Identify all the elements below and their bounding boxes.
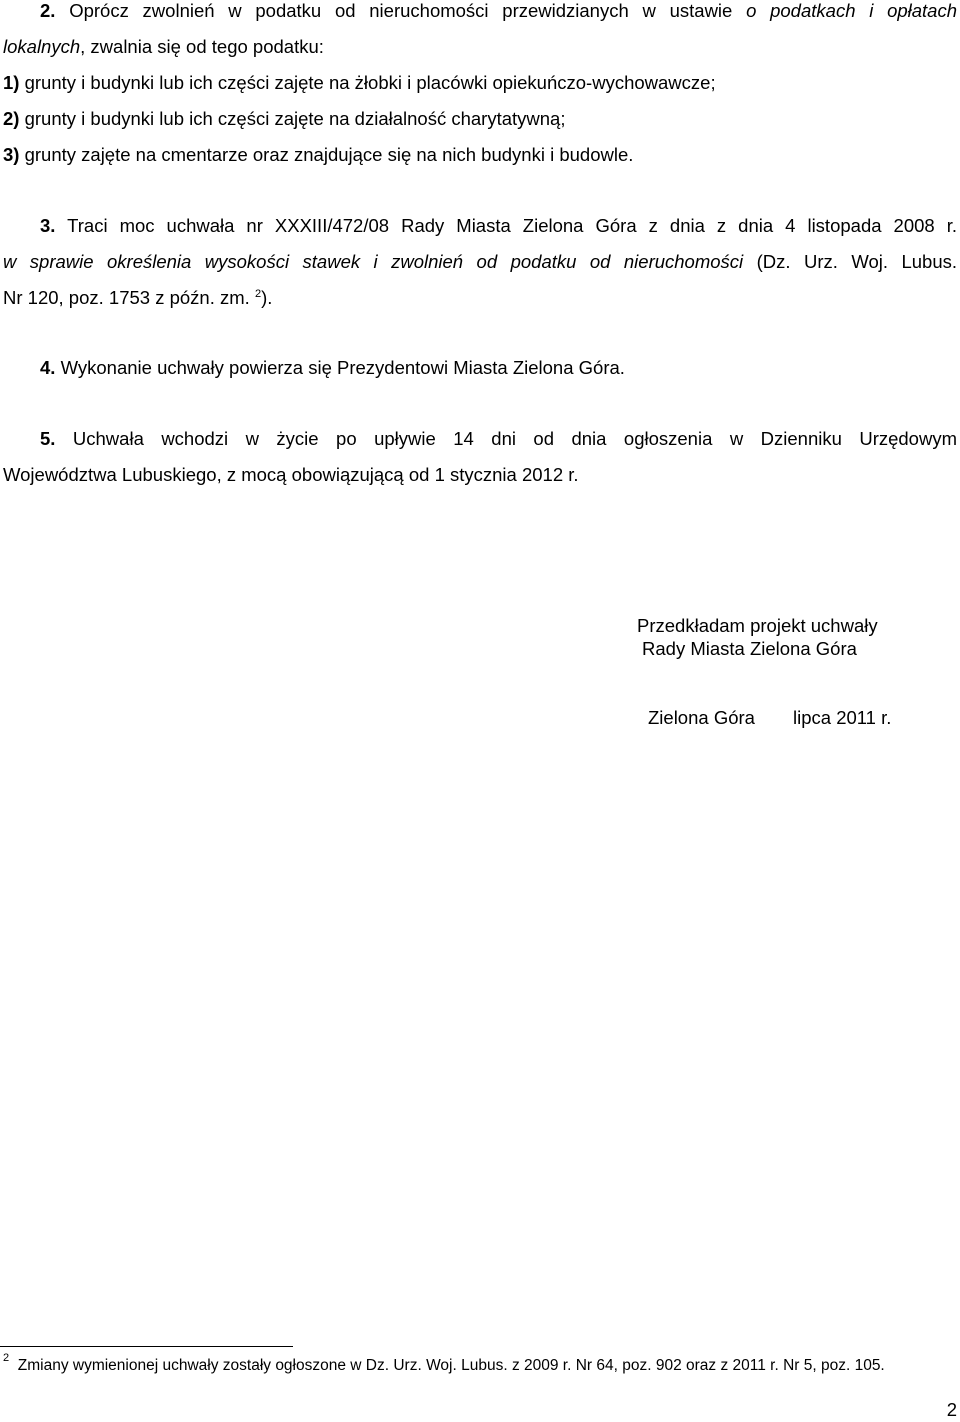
statute-title-italic: o podatkach i opłatach: [746, 0, 958, 21]
paragraph-3-text: Traci moc uchwała nr XXXIII/472/08 Rady Miasta Zielona Góra z dnia z dnia 4 listopada 2008 r.: [67, 215, 957, 236]
list-item: [3, 108, 957, 130]
paragraph-3-number: 3.: [40, 215, 56, 236]
paragraph-2-number: 2.: [40, 0, 56, 21]
paragraph-2-text-end: , zwalnia się od tego podatku:: [80, 36, 324, 57]
list-item: [3, 72, 957, 94]
paragraph-3-citation-end: Nr 120, poz. 1753 z późn. zm.: [3, 287, 250, 308]
list-item-number: 1): [3, 72, 20, 93]
paragraph-4-number: 4.: [40, 357, 56, 378]
paragraph-3-closing: ).: [261, 287, 273, 308]
paragraph-2-line-2: [3, 36, 957, 58]
paragraph-3-line-1: [40, 215, 957, 237]
footnote-text: Zmiany wymienionej uchwały zostały ogłoszone w Dz. Urz. Woj. Lubus.: [17, 1357, 508, 1374]
paragraph-2-text: Oprócz zwolnień w podatku od nieruchomości przewidzianych w ustawie: [69, 0, 733, 21]
list-item-text: grunty i budynki lub ich części zajęte na działalność charytatywną;: [24, 108, 566, 129]
paragraph-5-text: Uchwała wchodzi w życie po upływie 14 dni od dnia ogłoszenia w Dzienniku Urzędowym: [72, 428, 957, 449]
paragraph-5-line-1: [40, 428, 957, 450]
paragraph-5-text-end: Województwa Lubuskiego, z mocą obowiązującą od 1 stycznia 2012 r.: [3, 464, 579, 485]
signature-line-1: Przedkładam projekt uchwały: [637, 615, 878, 636]
list-item: [3, 144, 957, 166]
paragraph-3-line-3: [3, 287, 957, 309]
page-number: 2: [946, 1399, 957, 1420]
list-item-text: grunty i budynki lub ich części zajęte na żłobki i placówki opiekuńczo-wychowawcze;: [24, 72, 716, 93]
footnote-number: 2: [3, 1352, 10, 1364]
signature-line-2: Rady Miasta Zielona Góra: [642, 638, 857, 659]
paragraph-5-line-2: [3, 464, 957, 486]
paragraph-5-number: 5.: [40, 428, 56, 449]
paragraph-3-line-2: [3, 251, 957, 273]
footnote: [3, 1352, 885, 1376]
paragraph-4: [40, 357, 957, 379]
signature-date: lipca 2011 r.: [793, 707, 892, 728]
footnote-reference: 2: [254, 288, 262, 300]
signature-place: Zielona Góra: [648, 707, 755, 728]
paragraph-2-line-1: [40, 0, 957, 22]
list-item-number: 3): [3, 144, 20, 165]
statute-title-italic-end: lokalnych: [3, 36, 81, 57]
footnote-text-end: z 2009 r. Nr 64, poz. 902 oraz z 2011 r. Nr 5, poz. 105.: [511, 1357, 885, 1374]
footnote-divider: [0, 1346, 293, 1347]
resolution-title-italic: w sprawie określenia wysokości stawek i zwolnień od podatku od nieruchomości: [3, 251, 744, 272]
list-item-text: grunty zajęte na cmentarze oraz znajdujące się na nich budynki i budowle.: [24, 144, 634, 165]
paragraph-4-text: Wykonanie uchwały powierza się Prezydentowi Miasta Zielona Góra.: [60, 357, 625, 378]
list-item-number: 2): [3, 108, 20, 129]
paragraph-3-citation: (Dz. Urz. Woj. Lubus.: [756, 251, 958, 272]
